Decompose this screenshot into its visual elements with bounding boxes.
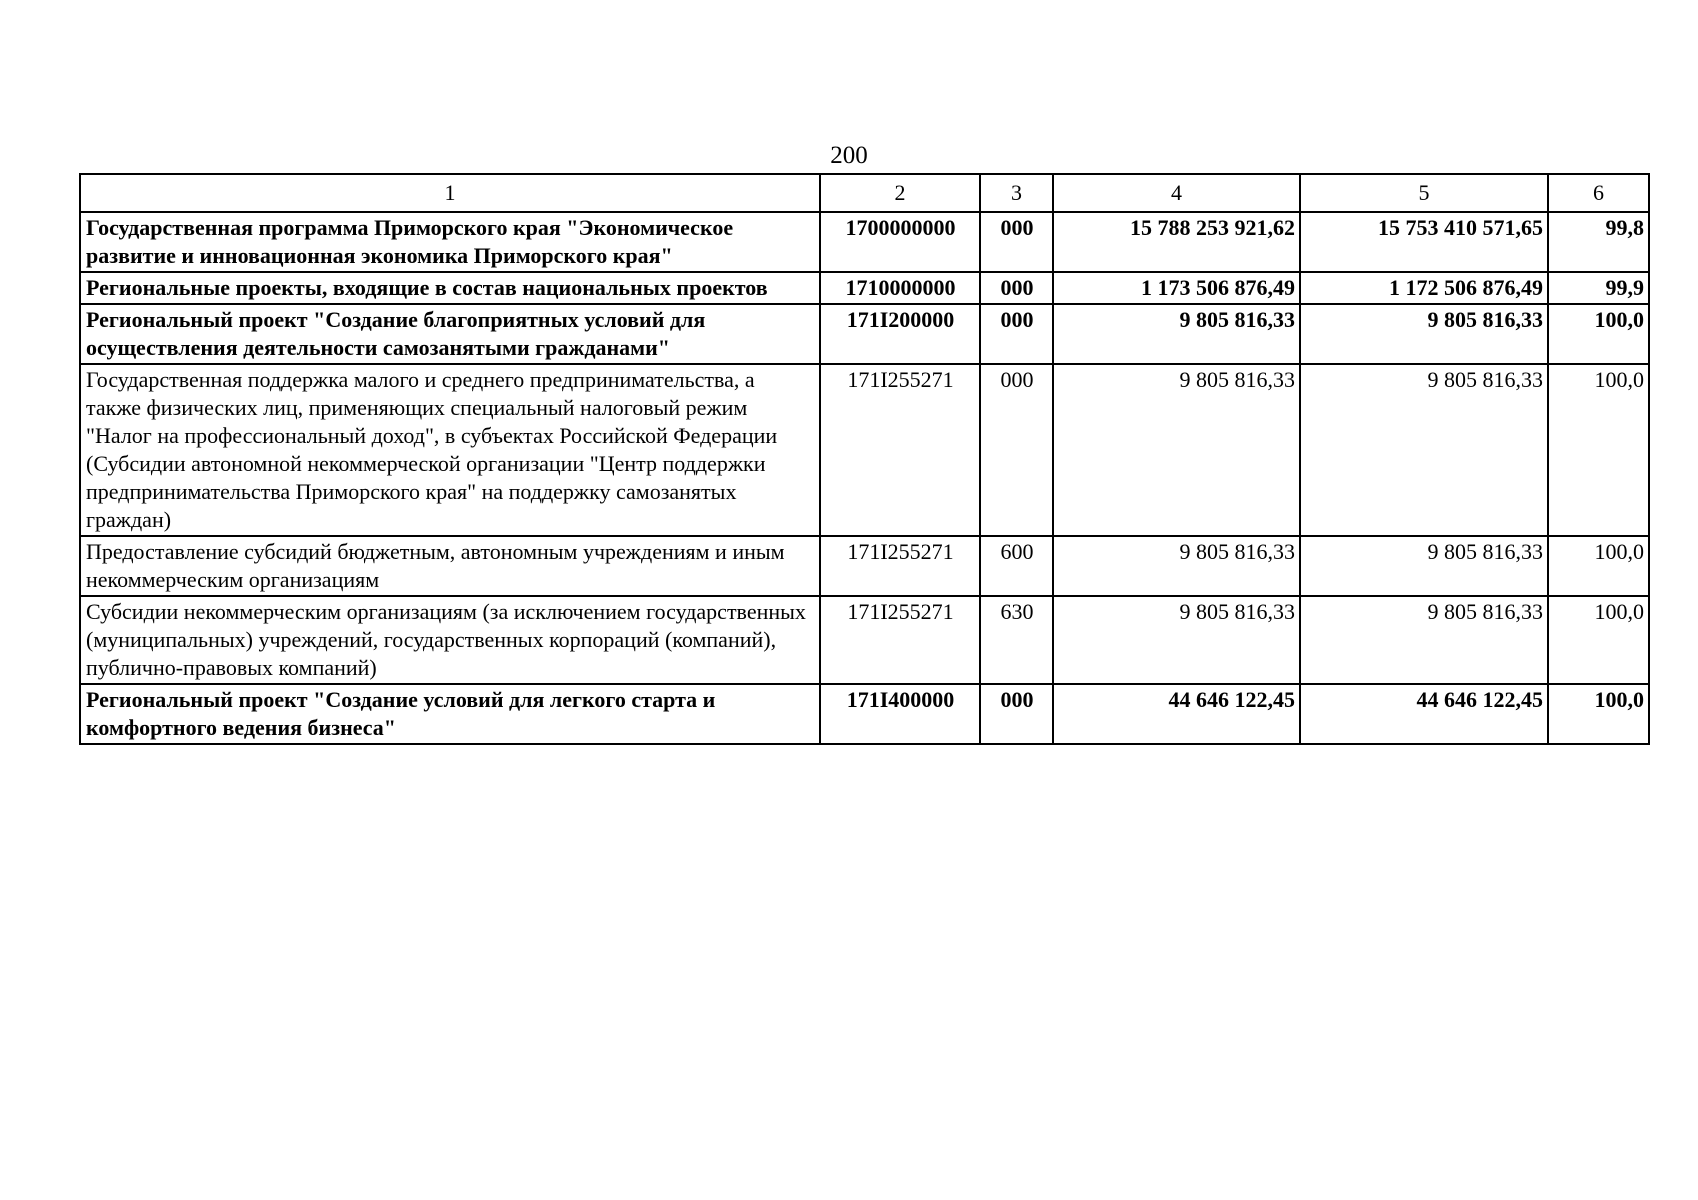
row-executed: 9 805 816,33: [1300, 304, 1548, 364]
row-executed: 1 172 506 876,49: [1300, 272, 1548, 304]
row-executed: 15 753 410 571,65: [1300, 212, 1548, 272]
column-header: 3: [980, 174, 1053, 212]
row-code: 171I255271: [820, 536, 980, 596]
column-number-row: [80, 174, 1649, 212]
column-header: 4: [1053, 174, 1300, 212]
row-percent: 100,0: [1548, 596, 1649, 684]
row-approved: 44 646 122,45: [1053, 684, 1300, 744]
row-executed: 9 805 816,33: [1300, 596, 1548, 684]
row-kind: 630: [980, 596, 1053, 684]
row-name: Субсидии некоммерческим организациям (за исключением государственных (муниципальных) учреждений, государственных корпораций (компаний), публично-правовых компаний): [80, 596, 820, 684]
row-kind: 600: [980, 536, 1053, 596]
table-row: [80, 212, 1649, 272]
row-percent: 100,0: [1548, 364, 1649, 536]
row-kind: 000: [980, 364, 1053, 536]
row-executed: 9 805 816,33: [1300, 364, 1548, 536]
row-kind: 000: [980, 304, 1053, 364]
column-header: 2: [820, 174, 980, 212]
row-percent: 99,9: [1548, 272, 1649, 304]
row-executed: 44 646 122,45: [1300, 684, 1548, 744]
row-approved: 1 173 506 876,49: [1053, 272, 1300, 304]
row-code: 171I255271: [820, 364, 980, 536]
row-kind: 000: [980, 272, 1053, 304]
row-approved: 9 805 816,33: [1053, 536, 1300, 596]
column-header: 5: [1300, 174, 1548, 212]
row-approved: 9 805 816,33: [1053, 596, 1300, 684]
table-row: [80, 304, 1649, 364]
table-row: [80, 596, 1649, 684]
row-name: Государственная поддержка малого и среднего предпринимательства, а также физических лиц, применяющих специальный налоговый режим "Налог на профессиональный доход", в субъектах Российской Федерации (Субсидии автономной некоммерческой организации "Центр поддержки предпринимательства Приморского края" на поддержку самозанятых граждан): [80, 364, 820, 536]
column-header: 1: [80, 174, 820, 212]
row-code: 171I400000: [820, 684, 980, 744]
row-name: Предоставление субсидий бюджетным, автономным учреждениям и иным некоммерческим организациям: [80, 536, 820, 596]
row-code: 1700000000: [820, 212, 980, 272]
row-code: 171I255271: [820, 596, 980, 684]
row-code: 1710000000: [820, 272, 980, 304]
row-name: Государственная программа Приморского края "Экономическое развитие и инновационная экономика Приморского края": [80, 212, 820, 272]
row-percent: 100,0: [1548, 304, 1649, 364]
row-executed: 9 805 816,33: [1300, 536, 1548, 596]
row-approved: 9 805 816,33: [1053, 304, 1300, 364]
row-kind: 000: [980, 684, 1053, 744]
row-percent: 100,0: [1548, 684, 1649, 744]
row-approved: 9 805 816,33: [1053, 364, 1300, 536]
table-row: [80, 684, 1649, 744]
row-name: Региональные проекты, входящие в состав национальных проектов: [80, 272, 820, 304]
row-approved: 15 788 253 921,62: [1053, 212, 1300, 272]
row-name: Региональный проект "Создание благоприятных условий для осуществления деятельности самозанятыми гражданами": [80, 304, 820, 364]
page-number: 200: [830, 142, 868, 169]
budget-table: [79, 173, 1650, 745]
row-kind: 000: [980, 212, 1053, 272]
column-header: 6: [1548, 174, 1649, 212]
table-row: [80, 272, 1649, 304]
row-percent: 100,0: [1548, 536, 1649, 596]
table-row: [80, 364, 1649, 536]
table-row: [80, 536, 1649, 596]
row-name: Региональный проект "Создание условий для легкого старта и комфортного ведения бизнеса": [80, 684, 820, 744]
row-code: 171I200000: [820, 304, 980, 364]
row-percent: 99,8: [1548, 212, 1649, 272]
